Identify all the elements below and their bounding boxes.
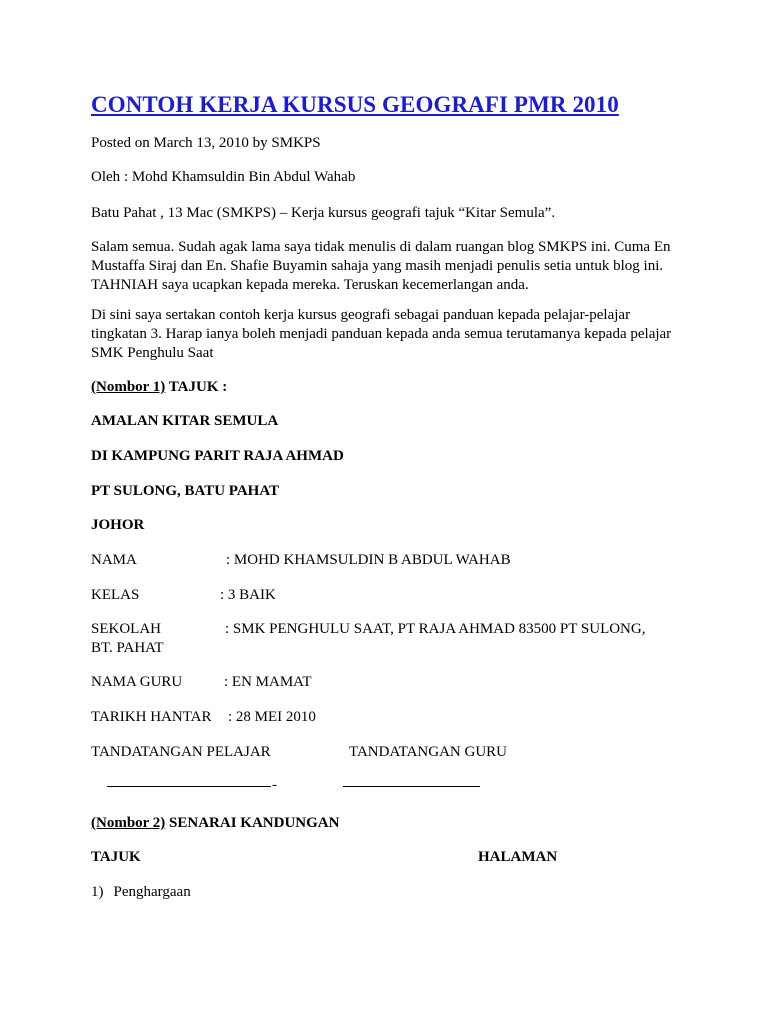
paragraph-line: Mustaffa Siraj dan En. Shafie Buyamin sahaja yang masih menjadi penulis setia untuk blog ini. <box>91 258 664 274</box>
signature-guru-line <box>343 786 480 787</box>
tarikh-value: : 28 MEI 2010 <box>228 709 316 725</box>
sekolah-label: SEKOLAH <box>91 621 161 637</box>
tarikh-label: TARIKH HANTAR <box>91 709 212 725</box>
signature-guru-label: TANDATANGAN GURU <box>349 744 508 760</box>
guru-value: : EN MAMAT <box>224 674 312 690</box>
topic-line-1: AMALAN KITAR SEMULA <box>91 413 279 429</box>
toc-item-number: 1) <box>91 884 104 900</box>
kelas-label: KELAS <box>91 587 140 603</box>
paragraph-line: TAHNIAH saya ucapkan kepada mereka. Teruskan kecemerlangan anda. <box>91 277 529 293</box>
author-line: Oleh : Mohd Khamsuldin Bin Abdul Wahab <box>91 169 356 185</box>
paragraph-line: SMK Penghulu Saat <box>91 345 214 361</box>
signature-pelajar-label: TANDATANGAN PELAJAR <box>91 744 271 760</box>
signature-dash: - <box>272 777 277 793</box>
posted-line: Posted on March 13, 2010 by SMKPS <box>91 135 321 151</box>
paragraph-line: Di sini saya sertakan contoh kerja kursus geografi sebagai panduan kepada pelajar-pelajar <box>91 307 631 323</box>
toc-column-tajuk: TAJUK <box>91 849 141 865</box>
section-2-number: (Nombor 2) <box>91 815 166 831</box>
toc-column-halaman: HALAMAN <box>478 849 558 865</box>
guru-label: NAMA GURU <box>91 674 183 690</box>
kelas-value: : 3 BAIK <box>220 587 276 603</box>
paragraph-line: Salam semua. Sudah agak lama saya tidak menulis di dalam ruangan blog SMKPS ini. Cuma En <box>91 239 671 255</box>
sekolah-value-cont: BT. PAHAT <box>91 640 164 656</box>
section-1-label: TAJUK : <box>165 379 228 395</box>
signature-pelajar-line <box>107 786 271 787</box>
topic-line-4: JOHOR <box>91 517 145 533</box>
toc-item <box>91 883 191 902</box>
sekolah-value: : SMK PENGHULU SAAT, PT RAJA AHMAD 83500 PT SULONG, <box>225 621 646 637</box>
nama-label: NAMA <box>91 552 137 568</box>
section-1-number: (Nombor 1) <box>91 379 166 395</box>
paragraph-line: tingkatan 3. Harap ianya boleh menjadi panduan kepada anda semua terutamanya kepada pelajar <box>91 326 672 342</box>
purpose-paragraph <box>91 306 691 363</box>
intro-line: Batu Pahat , 13 Mac (SMKPS) – Kerja kursus geografi tajuk “Kitar Semula”. <box>91 205 556 221</box>
topic-line-2: DI KAMPUNG PARIT RAJA AHMAD <box>91 448 344 464</box>
topic-line-3: PT SULONG, BATU PAHAT <box>91 483 280 499</box>
section-2-label: SENARAI KANDUNGAN <box>165 815 340 831</box>
intro-paragraph <box>91 238 691 295</box>
section-1-heading <box>91 378 227 397</box>
section-2-heading <box>91 814 339 833</box>
toc-item-label: Penghargaan <box>113 884 191 900</box>
document-title[interactable]: CONTOH KERJA KURSUS GEOGRAFI PMR 2010 <box>91 92 619 117</box>
nama-value: : MOHD KHAMSULDIN B ABDUL WAHAB <box>226 552 511 568</box>
